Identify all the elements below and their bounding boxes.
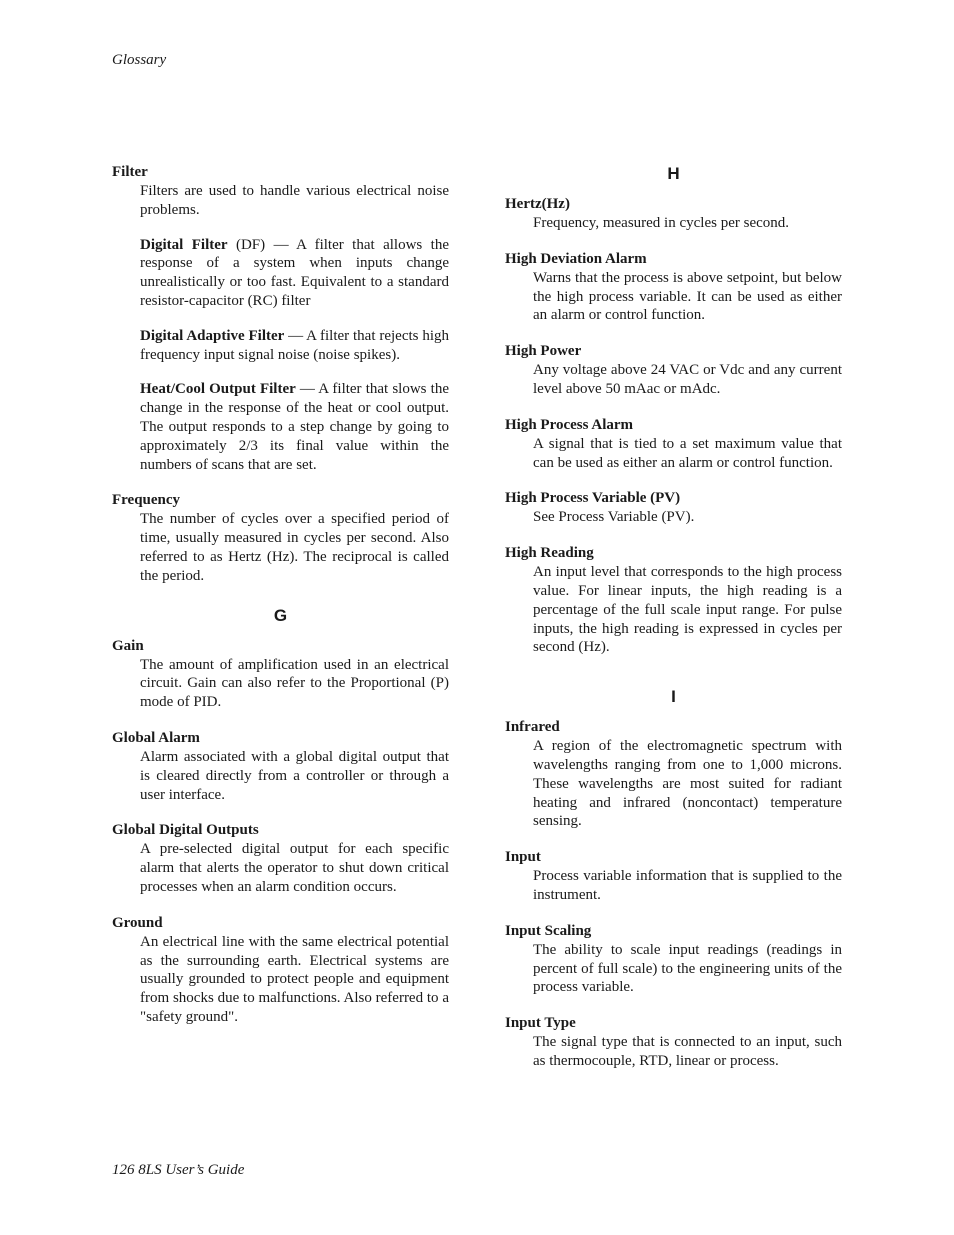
entry-term: Filter [112, 164, 148, 180]
glossary-entry-input [505, 848, 842, 905]
glossary-entry-high-process-alarm [505, 416, 842, 473]
glossary-entry-hertz [505, 195, 842, 233]
entry-definition: A pre-selected digital output for each specific alarm that alerts the operator to shut down critical processes when an alarm condition occurs. [140, 841, 449, 895]
section-heading-h: H [667, 164, 680, 183]
entry-term: High Deviation Alarm [505, 250, 647, 267]
sub-entry-term: Heat/Cool Output Filter [140, 381, 296, 398]
glossary-entry-high-reading [505, 544, 842, 657]
glossary-entry-filter [112, 163, 449, 474]
entry-term: Gain [112, 637, 144, 654]
entry-term: Frequency [112, 492, 181, 509]
entry-definition: The number of cycles over a specified period of time, usually measured in cycles per second. Also referred to as Hertz (Hz). The reciprocal is called the period. [140, 511, 449, 584]
entry-definition: Alarm associated with a global digital output that is cleared directly from a controller or through a user interface. [140, 748, 449, 803]
glossary-entry-infrared [505, 718, 842, 831]
entry-definition: See Process Variable (PV). [533, 509, 695, 526]
sub-entry-digital-adaptive-filter [140, 327, 449, 365]
entry-term: Infrared [505, 719, 560, 736]
entry-term: High Process Alarm [505, 416, 634, 433]
entry-definition: An input level that corresponds to the high process value. For linear inputs, the high reading is a percentage of the full scale input range. For pulse inputs, the high reading is expressed in cycles per second (Hz). [533, 564, 842, 656]
sub-entry-text: — A filter that rejects high frequency input signal noise (noise spikes). [140, 327, 449, 363]
glossary-entry-high-process-variable [505, 489, 842, 527]
glossary-entry-global-digital-outputs [112, 821, 449, 896]
entry-definition: The amount of amplification used in an electrical circuit. Gain can also refer to the Proportional (P) mode of PID. [140, 656, 449, 711]
entry-definition: A signal that is tied to a set maximum value that can be used as either an alarm or control function. [533, 435, 842, 471]
entry-term: High Power [505, 343, 582, 360]
entry-term: High Process Variable (PV) [505, 490, 681, 507]
sub-entry-text: — A filter that slows the change in the response of the heat or cool output. The output responds to a step change by going to approximately 2/3 its final value within the numbers of scans that are set. [140, 381, 449, 473]
entry-term: Input Type [505, 1015, 576, 1032]
glossary-entry-frequency [112, 491, 449, 585]
sub-entry-text: (DF) — A filter that allows the response of a system when inputs change unrealistically or too fast. Equivalent to a standard resistor-capacitor (RC) filter [140, 236, 449, 309]
glossary-entry-ground [112, 914, 449, 1027]
entry-definition: Filters are used to handle various electrical noise problems. [140, 183, 449, 218]
entry-term: Input [505, 849, 541, 866]
entry-definition: Frequency, measured in cycles per second. [533, 215, 790, 231]
glossary-entry-high-deviation-alarm [505, 250, 842, 325]
sub-entry-term: Digital Filter [140, 236, 228, 253]
entry-definition: Warns that the process is above setpoint, but below the high process variable. It can be used as either an alarm or control function. [533, 269, 842, 324]
entry-term: Input Scaling [505, 922, 592, 939]
running-head: Glossary [112, 52, 167, 68]
entry-definition: An electrical line with the same electrical potential as the surrounding earth. Electrical systems are usually grounded to protect people and equipment from shocks due to malfunctions. Also referred to a "safety ground". [140, 933, 449, 1025]
running-foot: 126 8LS User’s Guide [112, 1162, 245, 1178]
entry-definition: Any voltage above 24 VAC or Vdc and any current level above 50 mAac or mAdc. [533, 362, 842, 397]
left-column [112, 163, 449, 1044]
glossary-entry-high-power [505, 342, 842, 399]
section-heading-i: I [671, 687, 676, 707]
glossary-entry-input-type [505, 1014, 842, 1071]
entry-definition: A region of the electromagnetic spectrum with wavelengths ranging from one to 1,000 microns. These wavelengths are most suited for radiant heating and infrared (noncontact) temperature sensing. [533, 738, 842, 830]
glossary-entry-gain [112, 637, 449, 712]
glossary-entry-input-scaling [505, 922, 842, 997]
entry-term: Global Digital Outputs [112, 822, 259, 839]
entry-definition: The signal type that is connected to an input, such as thermocouple, RTD, linear or process. [533, 1034, 842, 1069]
entry-term: Hertz(Hz) [505, 196, 570, 212]
sub-entry-term: Digital Adaptive Filter [140, 327, 285, 344]
entry-term: Ground [112, 914, 163, 931]
entry-definition: Process variable information that is supplied to the instrument. [533, 868, 842, 903]
entry-definition: The ability to scale input readings (readings in percent of full scale) to the engineering units of the process variable. [533, 941, 842, 996]
entry-term: High Reading [505, 545, 594, 562]
glossary-entry-global-alarm [112, 729, 449, 804]
sub-entry-digital-filter [140, 236, 449, 311]
section-heading-g: G [273, 605, 288, 625]
sub-entry-heat-cool-output-filter [140, 380, 449, 474]
right-column [505, 163, 842, 1088]
entry-term: Global Alarm [112, 729, 200, 746]
